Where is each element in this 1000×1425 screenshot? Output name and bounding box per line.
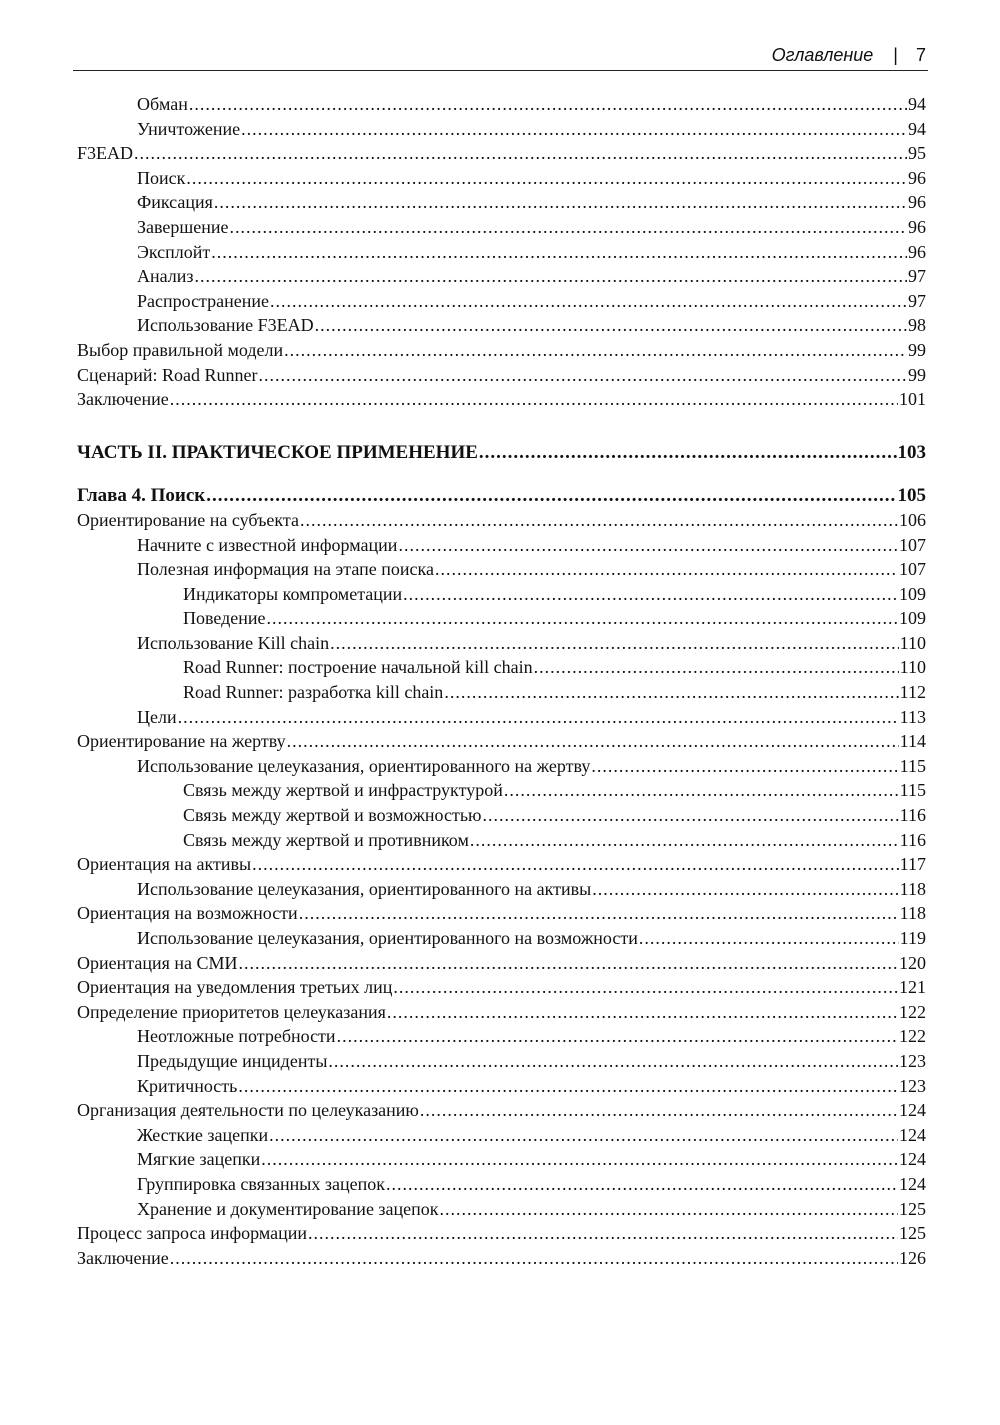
toc-entry[interactable] <box>77 953 926 978</box>
dot-leader <box>387 1002 898 1023</box>
toc-entry-title: Обман <box>137 94 188 114</box>
toc-entry[interactable] <box>77 657 926 682</box>
toc-entry-page: 123 <box>899 1075 926 1096</box>
toc-entry[interactable] <box>77 830 926 855</box>
toc-entry-title: Мягкие зацепки <box>137 1149 261 1170</box>
toc-section-part-i <box>77 94 926 414</box>
dot-leader <box>398 535 898 556</box>
toc-entry-page: 115 <box>899 755 926 776</box>
toc-entry[interactable] <box>77 94 926 119</box>
dot-leader <box>206 485 896 507</box>
toc-entry-page: 109 <box>899 583 926 604</box>
toc-entry-page: 125 <box>899 1223 926 1244</box>
toc-entry-title: Организация деятельности по целеуказанию <box>77 1100 419 1121</box>
toc-entry[interactable] <box>77 879 926 904</box>
dot-leader <box>591 756 898 777</box>
dot-leader <box>259 365 907 386</box>
toc-entry[interactable] <box>77 291 926 316</box>
toc-entry-title: Начните с известной информации <box>137 534 398 555</box>
toc-entry[interactable] <box>77 266 926 291</box>
toc-entry-page: 124 <box>899 1149 926 1170</box>
table-of-contents <box>77 94 926 1272</box>
toc-entry[interactable] <box>77 535 926 560</box>
toc-entry-title: Ориентация на возможности <box>77 903 298 924</box>
dot-leader <box>592 879 898 900</box>
toc-entry[interactable] <box>77 780 926 805</box>
dot-leader <box>403 584 898 605</box>
toc-entry-title: Критичность <box>137 1075 238 1096</box>
header-text <box>772 45 926 66</box>
toc-entry-title: Завершение <box>137 216 229 237</box>
dot-leader <box>195 266 907 287</box>
dot-leader <box>186 168 907 189</box>
toc-entry-page: 99 <box>908 339 926 360</box>
toc-entry-title: Поведение <box>183 608 266 629</box>
toc-entry-page: 101 <box>899 389 926 410</box>
toc-entry-page: 103 <box>897 441 926 463</box>
toc-entry[interactable] <box>77 340 926 365</box>
dot-leader <box>337 1026 898 1047</box>
toc-entry[interactable] <box>77 608 926 633</box>
toc-entry-page: 94 <box>908 118 926 139</box>
dot-leader <box>284 340 907 361</box>
toc-entry[interactable] <box>77 854 926 879</box>
dot-leader <box>308 1223 898 1244</box>
toc-entry[interactable] <box>77 1199 926 1224</box>
toc-entry[interactable] <box>77 559 926 584</box>
toc-entry-page: 120 <box>899 952 926 973</box>
toc-entry[interactable] <box>77 756 926 781</box>
dot-leader <box>440 1199 898 1220</box>
toc-entry[interactable] <box>77 315 926 340</box>
dot-leader <box>470 830 899 851</box>
toc-entry[interactable] <box>77 903 926 928</box>
dot-leader <box>178 707 899 728</box>
toc-entry-title: Жесткие зацепки <box>137 1124 269 1145</box>
dot-leader <box>328 1051 898 1072</box>
dot-leader <box>315 315 907 336</box>
toc-entry-title: Процесс запроса информации <box>77 1223 308 1244</box>
toc-entry-title: F3EAD <box>77 143 134 164</box>
dot-leader <box>386 1174 898 1195</box>
toc-entry-title: Связь между жертвой и противником <box>183 829 469 850</box>
toc-entry-page: 110 <box>899 632 926 653</box>
toc-entry-title: Использование Kill chain <box>137 632 330 653</box>
toc-entry-page: 118 <box>899 878 926 899</box>
toc-entry-title: ЧАСТЬ II. ПРАКТИЧЕСКОЕ ПРИМЕНЕНИЕ <box>77 441 478 463</box>
toc-entry-page: 117 <box>899 854 926 875</box>
toc-entry-title: Определение приоритетов целеуказания <box>77 1001 386 1022</box>
dot-leader <box>299 903 899 924</box>
dot-leader <box>239 953 898 974</box>
toc-entry[interactable] <box>77 707 926 732</box>
toc-entry-page: 119 <box>899 928 926 948</box>
toc-entry-page: 95 <box>908 143 926 164</box>
toc-entry-title: Ориентация на активы <box>77 854 252 875</box>
toc-entry-page: 96 <box>908 192 926 213</box>
toc-entry-title: Анализ <box>137 266 194 287</box>
toc-entry-page: 96 <box>908 241 926 262</box>
toc-entry-title: Ориентация на уведомления третьих лиц <box>77 977 393 998</box>
dot-leader <box>479 442 897 464</box>
toc-entry[interactable] <box>77 805 926 830</box>
toc-entry-title: Использование целеуказания, ориентированного на возможности <box>137 928 638 948</box>
toc-entry-title: Распространение <box>137 290 270 311</box>
toc-entry-page: 97 <box>908 266 926 287</box>
toc-entry-page: 122 <box>899 1001 926 1022</box>
toc-entry-page: 94 <box>908 94 926 114</box>
toc-entry-title: Заключение <box>77 1247 169 1268</box>
dot-leader <box>270 291 907 312</box>
dot-leader <box>238 1076 898 1097</box>
toc-entry[interactable] <box>77 977 926 1002</box>
toc-entry-page: 126 <box>899 1247 926 1268</box>
toc-entry-page: 124 <box>899 1124 926 1145</box>
dot-leader <box>300 510 898 531</box>
toc-entry-page: 96 <box>908 167 926 188</box>
dot-leader <box>287 731 899 752</box>
toc-entry-page: 114 <box>899 731 926 752</box>
dot-leader <box>435 559 898 580</box>
toc-entry[interactable] <box>77 168 926 193</box>
toc-entry[interactable] <box>77 119 926 144</box>
dot-leader <box>330 633 899 654</box>
toc-entry-title: Фиксация <box>137 192 213 213</box>
dot-leader <box>241 119 907 140</box>
toc-chapter-heading[interactable] <box>77 485 926 510</box>
toc-entry-title: Группировка связанных зацепок <box>137 1173 385 1194</box>
page-number: 7 <box>915 45 926 65</box>
toc-entry[interactable] <box>77 1174 926 1199</box>
toc-entry[interactable] <box>77 682 926 707</box>
header-separator: | <box>893 45 898 65</box>
toc-entry-page: 112 <box>899 682 926 703</box>
dot-leader <box>170 1248 898 1269</box>
toc-entry-page: 118 <box>899 903 926 924</box>
toc-entry[interactable] <box>77 1026 926 1051</box>
toc-entry-page: 96 <box>908 216 926 237</box>
toc-entry-title: Глава 4. Поиск <box>77 485 206 507</box>
toc-entry-title: Ориентирование на субъекта <box>77 509 299 530</box>
toc-entry[interactable] <box>77 1051 926 1076</box>
dot-leader <box>393 977 898 998</box>
dot-leader <box>211 242 907 263</box>
dot-leader <box>230 217 908 238</box>
dot-leader <box>252 854 899 875</box>
toc-entry-title: Связь между жертвой и возможностью <box>183 805 482 826</box>
toc-entry-page: 99 <box>908 364 926 385</box>
toc-section-chapter-4 <box>77 510 926 1272</box>
toc-entry-page: 124 <box>899 1100 926 1121</box>
dot-leader <box>134 143 907 164</box>
toc-entry-page: 113 <box>899 706 926 727</box>
toc-entry-title: Ориентирование на жертву <box>77 731 286 752</box>
header-title: Оглавление <box>771 45 874 65</box>
toc-entry-title: Хранение и документирование зацепок <box>137 1198 439 1219</box>
dot-leader <box>189 94 907 115</box>
dot-leader <box>483 805 899 826</box>
toc-entry-page: 125 <box>899 1198 926 1219</box>
toc-part-heading[interactable] <box>77 442 926 467</box>
toc-entry-title: Предыдущие инциденты <box>137 1050 328 1071</box>
toc-entry-title: Road Runner: построение начальной kill chain <box>183 657 533 678</box>
toc-entry-page: 107 <box>899 559 926 580</box>
toc-entry[interactable] <box>77 731 926 756</box>
dot-leader <box>534 657 899 678</box>
toc-entry[interactable] <box>77 365 926 390</box>
dot-leader <box>444 682 898 703</box>
toc-entry[interactable] <box>77 192 926 217</box>
toc-entry[interactable] <box>77 584 926 609</box>
toc-entry-title: Эксплойт <box>137 241 211 262</box>
toc-entry-page: 105 <box>897 485 926 507</box>
toc-entry-title: Ориентация на СМИ <box>77 952 238 973</box>
toc-entry-title: Цели <box>137 706 177 727</box>
toc-entry[interactable] <box>77 1002 926 1027</box>
toc-entry-title: Сценарий: Road Runner <box>77 364 258 385</box>
toc-entry-page: 98 <box>908 315 926 336</box>
dot-leader <box>639 928 899 949</box>
dot-leader <box>269 1125 898 1146</box>
toc-entry-page: 109 <box>899 608 926 629</box>
toc-entry-title: Связь между жертвой и инфраструктурой <box>183 780 503 801</box>
toc-entry[interactable] <box>77 1125 926 1150</box>
toc-entry-title: Использование F3EAD <box>137 315 314 336</box>
toc-entry-title: Road Runner: разработка kill chain <box>183 682 444 703</box>
toc-entry-page: 121 <box>899 977 926 998</box>
toc-entry-title: Использование целеуказания, ориентированного на жертву <box>137 755 591 776</box>
toc-entry-page: 97 <box>908 290 926 311</box>
toc-entry-title: Заключение <box>77 389 169 410</box>
toc-entry-page: 110 <box>899 657 926 678</box>
toc-entry[interactable] <box>77 1149 926 1174</box>
dot-leader <box>420 1100 898 1121</box>
toc-entry-page: 122 <box>899 1026 926 1047</box>
toc-entry[interactable] <box>77 217 926 242</box>
toc-entry[interactable] <box>77 1076 926 1101</box>
dot-leader <box>504 780 899 801</box>
toc-entry[interactable] <box>77 242 926 267</box>
toc-entry-page: 116 <box>899 805 926 826</box>
toc-entry-title: Выбор правильной модели <box>77 339 284 360</box>
toc-entry[interactable] <box>77 928 926 953</box>
toc-entry-page: 115 <box>899 780 926 801</box>
running-header <box>73 44 928 71</box>
toc-entry-title: Поиск <box>137 167 186 188</box>
dot-leader <box>261 1149 898 1170</box>
toc-entry-page: 106 <box>899 509 926 530</box>
toc-entry-title: Уничтожение <box>137 118 241 139</box>
toc-entry-page: 123 <box>899 1050 926 1071</box>
toc-entry[interactable] <box>77 510 926 535</box>
toc-entry-page: 116 <box>899 829 926 850</box>
toc-entry[interactable] <box>77 1100 926 1125</box>
toc-entry-title: Неотложные потребности <box>137 1026 336 1047</box>
toc-entry-title: Использование целеуказания, ориентированного на активы <box>137 878 592 899</box>
toc-entry[interactable] <box>77 1248 926 1273</box>
dot-leader <box>170 389 898 410</box>
toc-entry[interactable] <box>77 633 926 658</box>
dot-leader <box>214 192 907 213</box>
toc-entry-page: 124 <box>899 1173 926 1194</box>
dot-leader <box>267 608 898 629</box>
toc-entry[interactable] <box>77 143 926 168</box>
toc-entry[interactable] <box>77 1223 926 1248</box>
toc-entry-title: Индикаторы компрометации <box>183 583 403 604</box>
toc-entry[interactable] <box>77 389 926 414</box>
toc-entry-title: Полезная информация на этапе поиска <box>137 559 434 580</box>
toc-entry-page: 107 <box>899 534 926 555</box>
